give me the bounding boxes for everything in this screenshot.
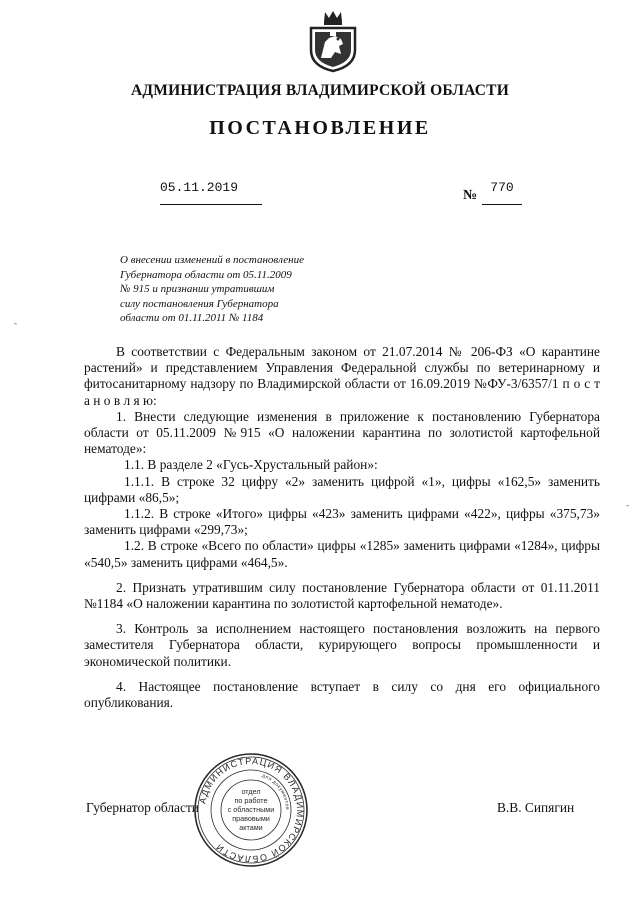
subject-line: области от 01.11.2011 № 1184: [120, 312, 264, 324]
paragraph-4: 4. Настоящее постановление вступает в силу со дня его официального опубликования.: [84, 678, 600, 711]
document-number-label: №: [463, 188, 478, 203]
subject-line: силу постановления Губернатора: [120, 297, 279, 310]
subject-line: О внесении изменений в постановление: [120, 254, 304, 266]
paragraph-2: 2. Признать утратившим силу постановление Губернатора области от 01.11.2011 №1184 «О наложении карантина по золотистой картофельной нематоде».: [84, 579, 600, 612]
stamp-center-line: по работе: [234, 796, 268, 805]
official-stamp: [193, 752, 309, 868]
signatory-position: Губернатор области: [86, 800, 199, 815]
paragraph-1-1-2: 1.1.2. В строке «Итого» цифры «423» заменить цифрами «422», цифры «375,73» заменить цифрами «299,73»;: [84, 506, 600, 538]
stamp-center-line: актами: [239, 823, 263, 832]
paragraph-1-1-1: 1.1.1. В строке 32 цифру «2» заменить цифрой «1», цифры «162,5» заменить цифрами «86,5»;: [84, 473, 600, 505]
paragraph-1-2: 1.2. В строке «Всего по области» цифры «1285» заменить цифрами «1284», цифры «540,5» заменить цифрами «464,5».: [84, 538, 600, 570]
paragraph-1: 1. Внести следующие изменения в приложение к постановлению Губернатора области от 05.11.2009 №915 «О наложении карантина по золотистой картофельной нематоде»:: [84, 408, 600, 457]
stamp-center-line: с областными: [227, 805, 275, 814]
scan-mark: -: [626, 500, 629, 510]
subject-line: Губернатора области от 05.11.2009: [120, 268, 292, 281]
document-type-title: ПОСТАНОВЛЕНИЕ: [209, 117, 431, 139]
preamble-paragraph: В соответствии с Федеральным законом от 21.07.2014 № 206-ФЗ «О карантине растений» и представлением Управления Федеральной службы по ветеринарному и фитосанитарному надзору по Владимирской области от 16.09.2019 №ФУ-3/6357/1 п о с т а н о в л я ю:: [84, 344, 600, 408]
document-date: 05.11.2019: [160, 180, 262, 205]
subject-line: № 915 и признании утратившим: [120, 283, 275, 295]
stamp-inner-ring-text: для документов: [261, 772, 291, 811]
signatory-name: В.В. Сипягин: [497, 800, 575, 815]
paragraph-1-1: 1.1. В разделе 2 «Гусь-Хрустальный район»:: [124, 457, 378, 473]
coat-of-arms-icon: [305, 8, 361, 74]
document-number: 770: [482, 180, 522, 205]
stamp-center-line: правовыми: [232, 814, 270, 823]
scan-mark: -: [14, 318, 17, 328]
document-body: [84, 344, 600, 711]
document-subject: [120, 253, 360, 326]
stamp-ring-text: АДМИНИСТРАЦИЯ ВЛАДИМИРСКОЙ ОБЛАСТИ: [197, 755, 306, 865]
paragraph-3: 3. Контроль за исполнением настоящего постановления возложить на первого заместителя Губернатора области, курирующего вопросы промышленности и экономической политики.: [84, 621, 600, 669]
administration-title: АДМИНИСТРАЦИЯ ВЛАДИМИРСКОЙ ОБЛАСТИ: [131, 82, 509, 99]
stamp-center-line: отдел: [241, 787, 261, 796]
